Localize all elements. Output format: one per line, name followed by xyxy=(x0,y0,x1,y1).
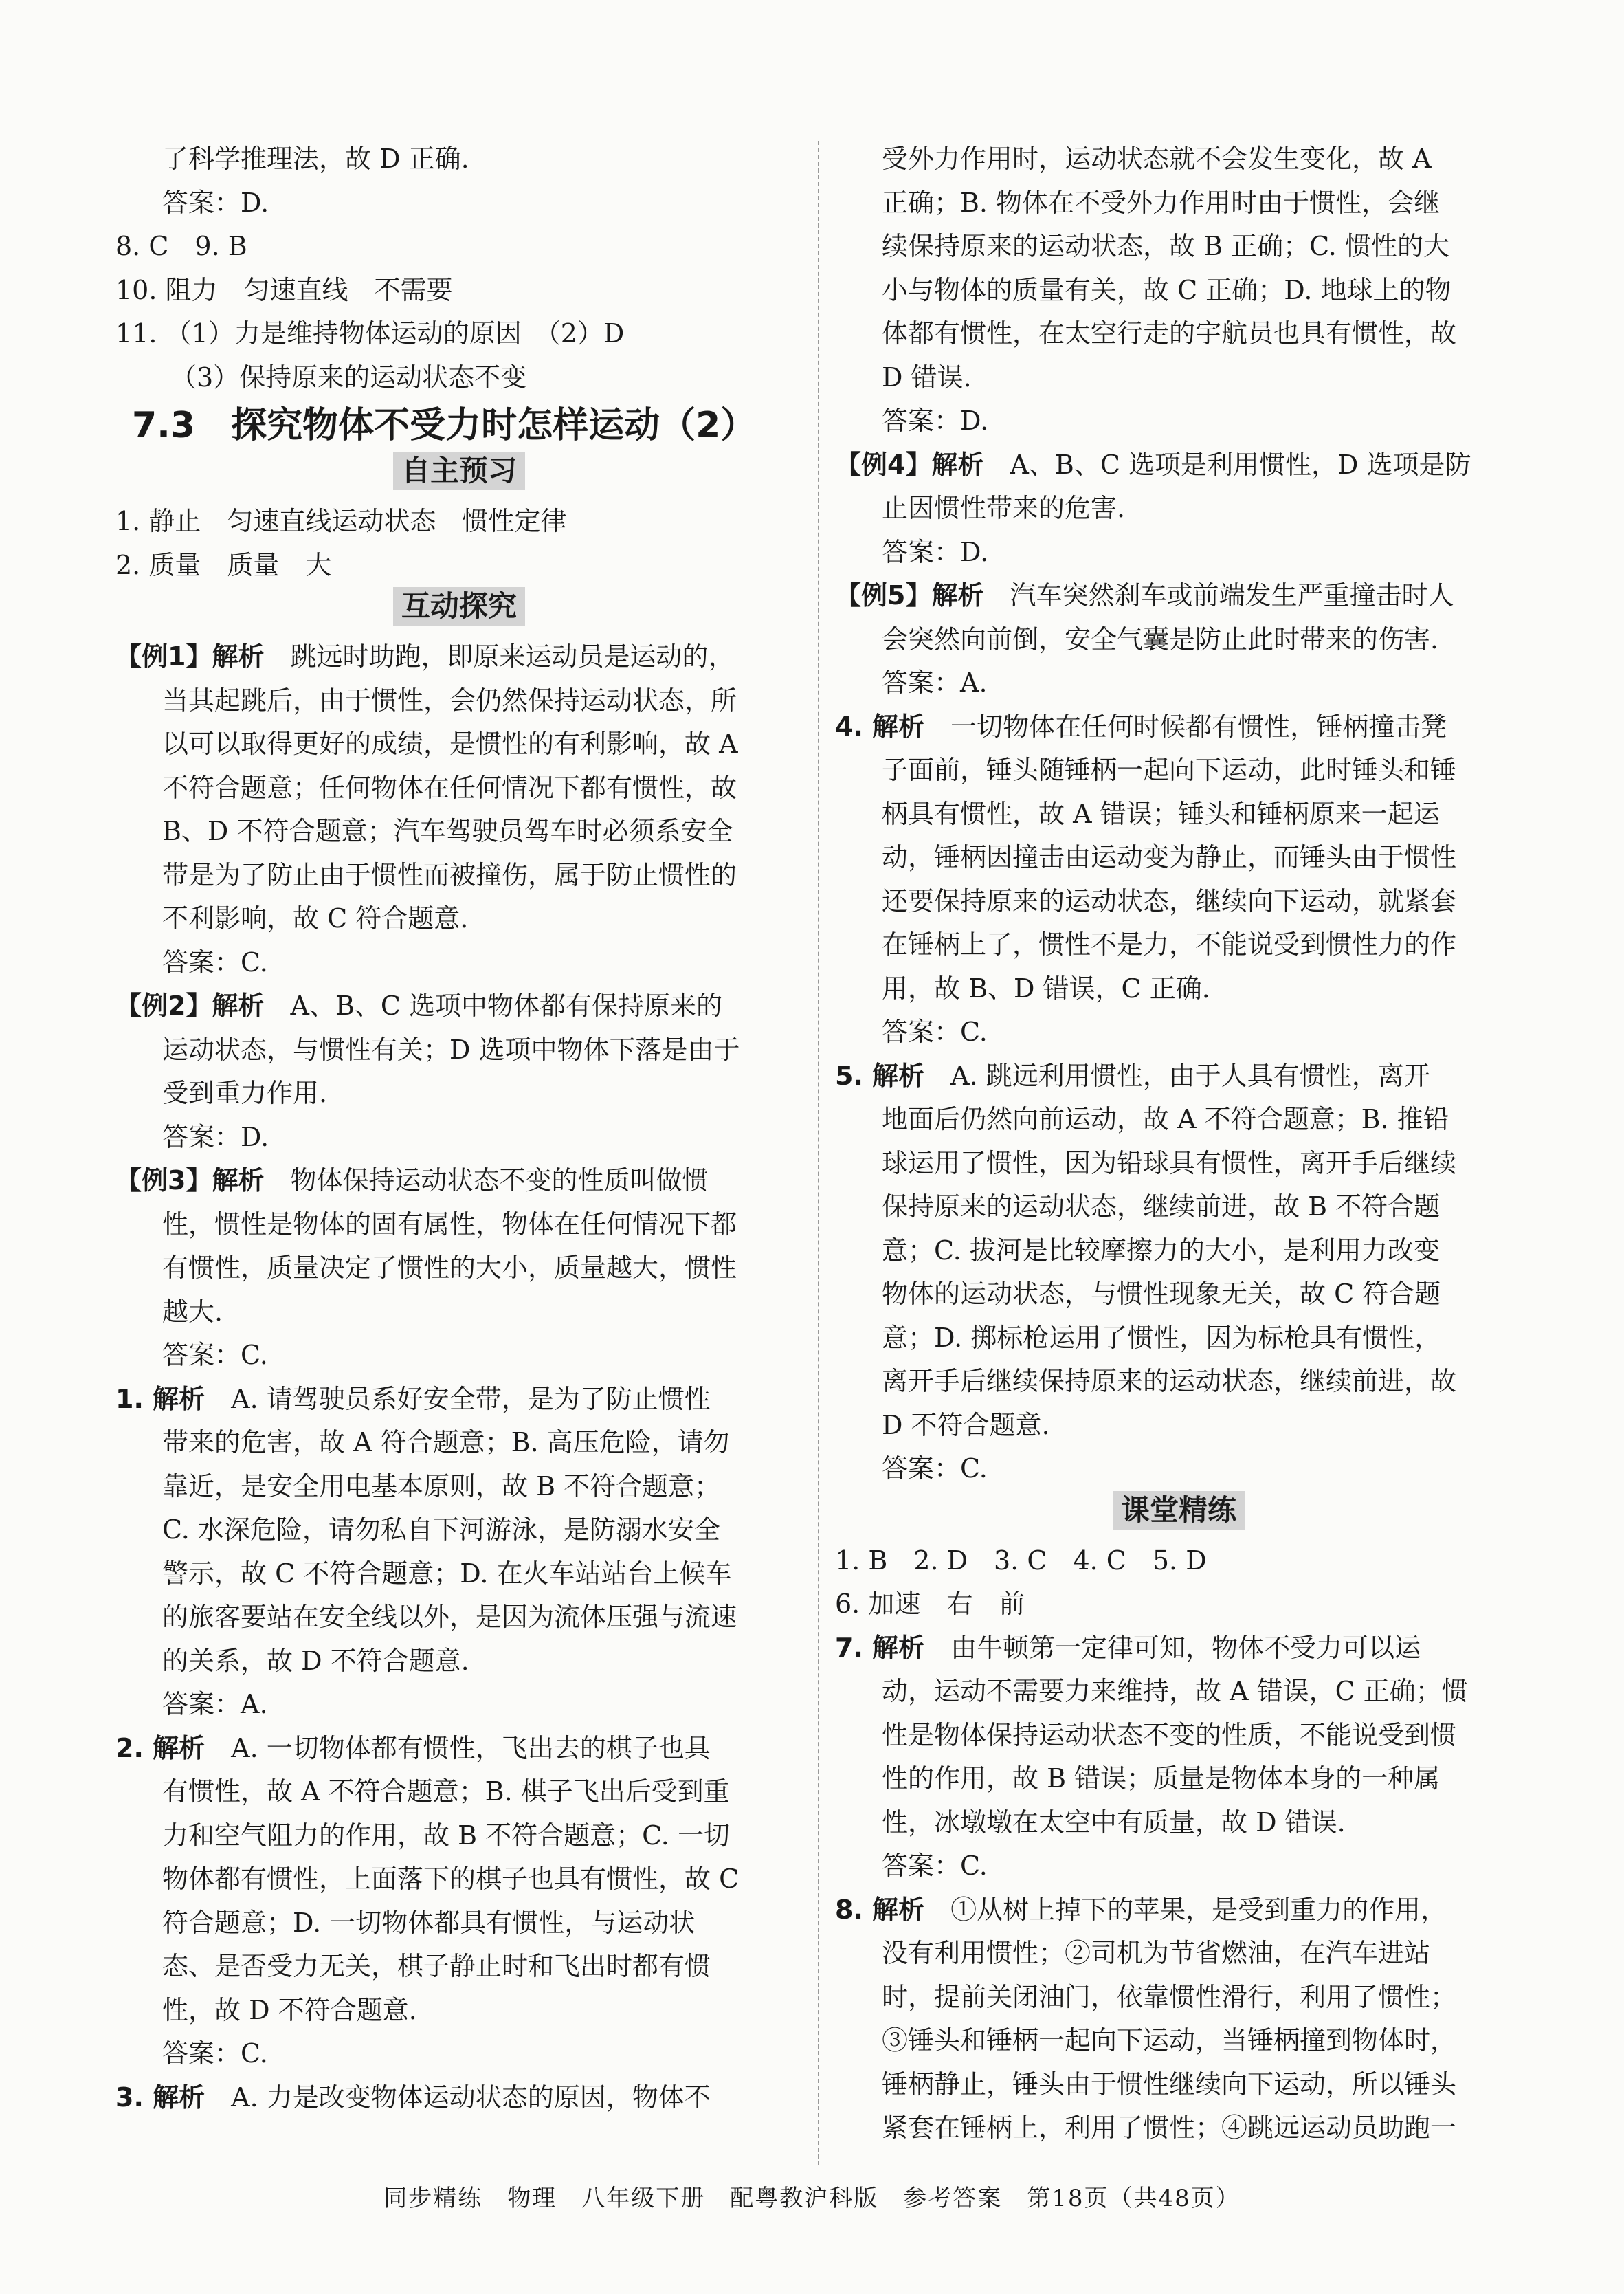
answer-line: 答案：C. xyxy=(882,1017,988,1047)
text-line: C. 水深危险，请勿私自下河游泳，是防溺水安全 xyxy=(162,1514,720,1545)
text-line: 小与物体的质量有关，故 C 正确；D. 地球上的物 xyxy=(882,274,1451,305)
text-line: 的关系，故 D 不符合题意. xyxy=(162,1645,469,1676)
text-line: 动，运动不需要力来维持，故 A 错误，C 正确；惯 xyxy=(882,1676,1468,1706)
text-line: 运动状态，与惯性有关；D 选项中物体下落是由于 xyxy=(162,1034,740,1065)
text-line: D 不符合题意. xyxy=(882,1409,1050,1440)
text-line: 11. （1）力是维持物体运动的原因 （2）D xyxy=(115,318,625,349)
text-line: 在锤柄上了，惯性不是力，不能说受到惯性力的作 xyxy=(882,929,1457,960)
text-line: 当其起跳后，由于惯性，会仍然保持运动状态，所 xyxy=(162,685,737,716)
section-heading-practice: 课堂精练 xyxy=(835,1491,1522,1539)
text-line: 以可以取得更好的成绩，是惯性的有利影响，故 A xyxy=(162,729,738,759)
answer-line: 答案：C. xyxy=(162,2038,268,2069)
text-line: ③锤头和锤柄一起向下运动，当锤柄撞到物体时， xyxy=(882,2025,1457,2055)
answer-line: 答案：A. xyxy=(882,668,988,698)
text-line: （3）保持原来的运动状态不变 xyxy=(170,362,527,393)
text-line: 2. 质量 质量 大 xyxy=(115,549,332,580)
text-line: 带来的危害，故 A 符合题意；B. 高压危险，请勿 xyxy=(162,1427,730,1457)
text-line: 警示，故 C 不符合题意；D. 在火车站站台上候车 xyxy=(162,1558,732,1589)
text-line: 受外力作用时，运动状态就不会发生变化，故 A xyxy=(882,144,1432,174)
text-line: 不利影响，故 C 符合题意. xyxy=(162,903,469,934)
text-line: 了科学推理法，故 D 正确. xyxy=(162,144,469,174)
text-line: 意；D. 掷标枪运用了惯性，因为标枪具有惯性， xyxy=(882,1322,1441,1353)
question-1: 1. 解析 A. 请驾驶员系好安全带，是为了防止惯性 xyxy=(115,1383,711,1414)
text-line: 没有利用惯性；②司机为节省燃油，在汽车进站 xyxy=(882,1938,1431,1968)
text-line: 锤柄静止，锤头由于惯性继续向下运动，所以锤头 xyxy=(882,2069,1457,2099)
text-line: 不符合题意；任何物体在任何情况下都有惯性，故 xyxy=(162,772,737,803)
answer-line: 答案：C. xyxy=(162,1340,268,1370)
text-line: 物体都有惯性，上面落下的棋子也具有惯性，故 C xyxy=(162,1864,739,1894)
answer-line: 答案：C. xyxy=(882,1453,988,1484)
text-line: 1. 静止 匀速直线运动状态 惯性定律 xyxy=(115,506,567,536)
text-line: B、D 不符合题意；汽车驾驶员驾车时必须系安全 xyxy=(162,816,733,846)
text-line: 续保持原来的运动状态，故 B 正确；C. 惯性的大 xyxy=(882,231,1449,261)
text-line: 性的作用，故 B 错误；质量是物体本身的一种属 xyxy=(882,1763,1441,1794)
example-1: 【例1】解析 跳远时助跑，即原来运动员是运动的， xyxy=(115,641,735,672)
question-5: 5. 解析 A. 跳远利用惯性，由于人具有惯性，离开 xyxy=(835,1060,1430,1091)
right-column xyxy=(835,137,1522,2150)
text-line: 靠近，是安全用电基本原则，故 B 不符合题意； xyxy=(162,1470,721,1501)
answer-line: 答案：D. xyxy=(882,406,989,436)
text-line: 子面前，锤头随锤柄一起向下运动，此时锤头和锤 xyxy=(882,755,1457,785)
text-line: 保持原来的运动状态，继续前进，故 B 不符合题 xyxy=(882,1191,1441,1222)
text-line: 受到重力作用. xyxy=(162,1078,328,1108)
answer-line: 答案：D. xyxy=(162,187,269,218)
text-line: 符合题意；D. 一切物体都具有惯性，与运动状 xyxy=(162,1907,696,1938)
answer-line: 答案：C. xyxy=(162,947,268,978)
text-line: 离开手后继续保持原来的运动状态，继续前进，故 xyxy=(882,1366,1457,1396)
left-column xyxy=(115,137,803,2119)
text-line: 性，冰墩墩在太空中有质量，故 D 错误. xyxy=(882,1807,1346,1838)
text-line: 时，提前关闭油门，依靠惯性滑行，利用了惯性； xyxy=(882,1981,1457,2012)
text-line: 物体的运动状态，与惯性现象无关，故 C 符合题 xyxy=(882,1279,1441,1309)
section-heading-explore: 互动探究 xyxy=(115,587,803,635)
example-3: 【例3】解析 物体保持运动状态不变的性质叫做惯 xyxy=(115,1165,709,1195)
answer-line: 答案：D. xyxy=(882,536,989,567)
question-3: 3. 解析 A. 力是改变物体运动状态的原因，物体不 xyxy=(115,2082,711,2113)
text-line: 地面后仍然向前运动，故 A 不符合题意；B. 推铅 xyxy=(882,1104,1449,1134)
text-line: 6. 加速 右 前 xyxy=(835,1589,1025,1619)
text-line: 意；C. 拔河是比较摩擦力的大小，是利用力改变 xyxy=(882,1235,1440,1266)
example-4: 【例4】解析 A、B、C 选项是利用惯性，D 选项是防 xyxy=(835,449,1471,480)
text-line: 紧套在锤柄上，利用了惯性；④跳远运动员助跑一 xyxy=(882,2113,1457,2143)
text-line: 动，锤柄因撞击由运动变为静止，而锤头由于惯性 xyxy=(882,842,1457,872)
answer-line: 答案：C. xyxy=(882,1851,988,1881)
text-line: 会突然向前倒，安全气囊是防止此时带来的伤害. xyxy=(882,624,1439,654)
text-line: 体都有惯性，在太空行走的宇航员也具有惯性，故 xyxy=(882,318,1457,349)
question-8: 8. 解析 ①从树上掉下的苹果，是受到重力的作用， xyxy=(835,1894,1447,1925)
column-divider xyxy=(818,141,819,2165)
answer-line: 答案：D. xyxy=(162,1121,269,1152)
text-line: 有惯性，故 A 不符合题意；B. 棋子飞出后受到重 xyxy=(162,1776,730,1807)
example-5: 【例5】解析 汽车突然刹车或前端发生严重撞击时人 xyxy=(835,580,1454,610)
text-line: 带是为了防止由于惯性而被撞伤，属于防止惯性的 xyxy=(162,859,737,890)
section-heading-preview: 自主预习 xyxy=(115,452,803,500)
text-line: 1. B 2. D 3. C 4. C 5. D xyxy=(835,1545,1207,1576)
text-line: 态、是否受力无关，棋子静止时和飞出时都有惯 xyxy=(162,1951,711,1981)
section-title: 7.3 探究物体不受力时怎样运动（2） xyxy=(132,405,757,446)
text-line: 止因惯性带来的危害. xyxy=(882,493,1126,523)
text-line: 10. 阻力 匀速直线 不需要 xyxy=(115,274,453,305)
text-line: 有惯性，质量决定了惯性的大小，质量越大，惯性 xyxy=(162,1253,737,1283)
text-line: 球运用了惯性，因为铅球具有惯性，离开手后继续 xyxy=(882,1147,1457,1178)
text-line: 正确；B. 物体在不受外力作用时由于惯性，会继 xyxy=(882,187,1441,218)
text-line: 性是物体保持运动状态不变的性质，不能说受到惯 xyxy=(882,1719,1457,1750)
answer-line: 答案：A. xyxy=(162,1689,268,1719)
text-line: 还要保持原来的运动状态，继续向下运动，就紧套 xyxy=(882,885,1457,916)
question-2: 2. 解析 A. 一切物体都有惯性，飞出去的棋子也具 xyxy=(115,1732,711,1763)
text-line: 柄具有惯性，故 A 错误；锤头和锤柄原来一起运 xyxy=(882,798,1440,829)
question-4: 4. 解析 一切物体在任何时候都有惯性，锤柄撞击凳 xyxy=(835,711,1447,742)
question-7: 7. 解析 由牛顿第一定律可知，物体不受力可以运 xyxy=(835,1632,1421,1663)
text-line: 用，故 B、D 错误，C 正确. xyxy=(882,973,1210,1004)
example-2: 【例2】解析 A、B、C 选项中物体都有保持原来的 xyxy=(115,991,722,1021)
text-line: 越大. xyxy=(162,1296,223,1327)
text-line: 性，故 D 不符合题意. xyxy=(162,1994,417,2025)
text-line: 性，惯性是物体的固有属性，物体在任何情况下都 xyxy=(162,1209,737,1239)
page-footer: 同步精练 物理 八年级下册 配粤教沪科版 参考答案 第18页（共48页） xyxy=(383,2185,1241,2212)
text-line: 力和空气阻力的作用，故 B 不符合题意；C. 一切 xyxy=(162,1820,730,1851)
text-line: 的旅客要站在安全线以外，是因为流体压强与流速 xyxy=(162,1602,737,1632)
text-line: 8. C 9. B xyxy=(115,231,247,261)
text-line: D 错误. xyxy=(882,362,972,393)
